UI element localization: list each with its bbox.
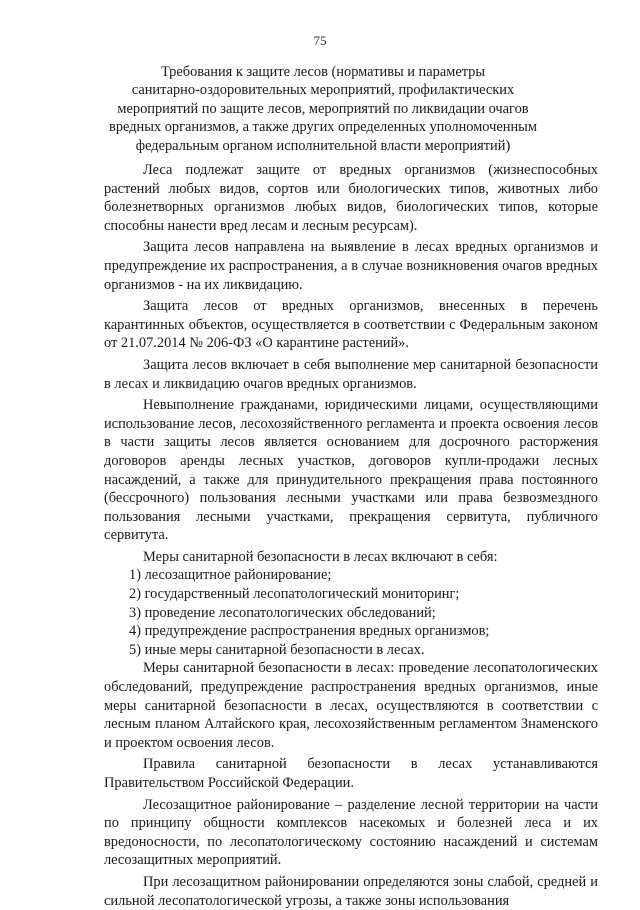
title-line: Требования к защите лесов (нормативы и параметры <box>160 64 486 80</box>
paragraph: Меры санитарной безопасности в лесах: проведение лесопатологических обследований, предупреждение распространения вредных организмов, иные меры санитарной безопасности в лесах, осуществляются в соответствии с лесным планом Алтайского края, лесохозяйственным регламентом Знаменского и проектом освоения лесов. <box>104 660 598 751</box>
list-item: 1) лесозащитное районирование; <box>129 567 332 584</box>
paragraph: Защита лесов от вредных организмов, внесенных в перечень карантинных объектов, осуществляется в соответствии с Федеральным законом от 21.07.2014 № 206-ФЗ «О карантине растений». <box>104 298 598 352</box>
title-line: санитарно-оздоровительных мероприятий, профилактических <box>131 82 515 99</box>
section-title <box>100 63 546 155</box>
title-line: федеральным органом исполнительной власти мероприятий) <box>135 137 511 154</box>
document-body <box>104 161 598 910</box>
paragraph: Защита лесов направлена на выявление в лесах вредных организмов и предупреждение их распространения, а в случае возникновения очагов вредных организмов - на их ликвидацию. <box>104 239 598 293</box>
paragraph: При лесозащитном районировании определяются зоны слабой, средней и сильной лесопатологической угрозы, а также зоны использования <box>104 873 598 909</box>
paragraph: Невыполнение гражданами, юридическими лицами, осуществляющими использование лесов, лесохозяйственного регламента и проекта освоения лесов в части защиты лесов является основанием для досрочного расторжения договоров аренды лесных участков, договоров купли-продажи лесных насаждений, а также для принудительного прекращения права постоянного (бессрочного) пользования лесными участками или права безвозмездного пользования лесными участками, прекращения сервитута, публичного сервитута. <box>104 397 598 544</box>
paragraph: Меры санитарной безопасности в лесах включают в себя: <box>143 548 498 565</box>
paragraph: Лесозащитное районирование – разделение лесной территории на части по принципу общности комплексов насекомых и болезней леса и их вредоносности, по лесопатологическому состоянию насаждений и системам лесозащитных мероприятий. <box>104 796 598 869</box>
paragraph: Защита лесов включает в себя выполнение мер санитарной безопасности в лесах и ликвидацию очагов вредных организмов. <box>104 356 598 392</box>
title-line: вредных организмов, а также других определенных уполномоченным <box>109 119 537 136</box>
list-item: 3) проведение лесопатологических обследований; <box>129 604 436 621</box>
title-line: мероприятий по защите лесов, мероприятий по ликвидации очагов <box>117 100 529 117</box>
paragraph: Правила санитарной безопасности в лесах устанавливаются Правительством Российской Федерации. <box>104 756 598 791</box>
paragraph: Леса подлежат защите от вредных организмов (жизнеспособных растений любых видов, сортов или биологических типов, животных либо болезнетворных организмов любых видов, биологических типов, которые способны нанести вред лесам и лесным ресурсам). <box>104 162 598 234</box>
page-number: 75 <box>313 33 327 48</box>
list-item: 2) государственный лесопатологический мониторинг; <box>129 586 460 603</box>
list-item: 5) иные меры санитарной безопасности в лесах. <box>129 641 425 658</box>
list-item: 4) предупреждение распространения вредных организмов; <box>129 623 490 640</box>
